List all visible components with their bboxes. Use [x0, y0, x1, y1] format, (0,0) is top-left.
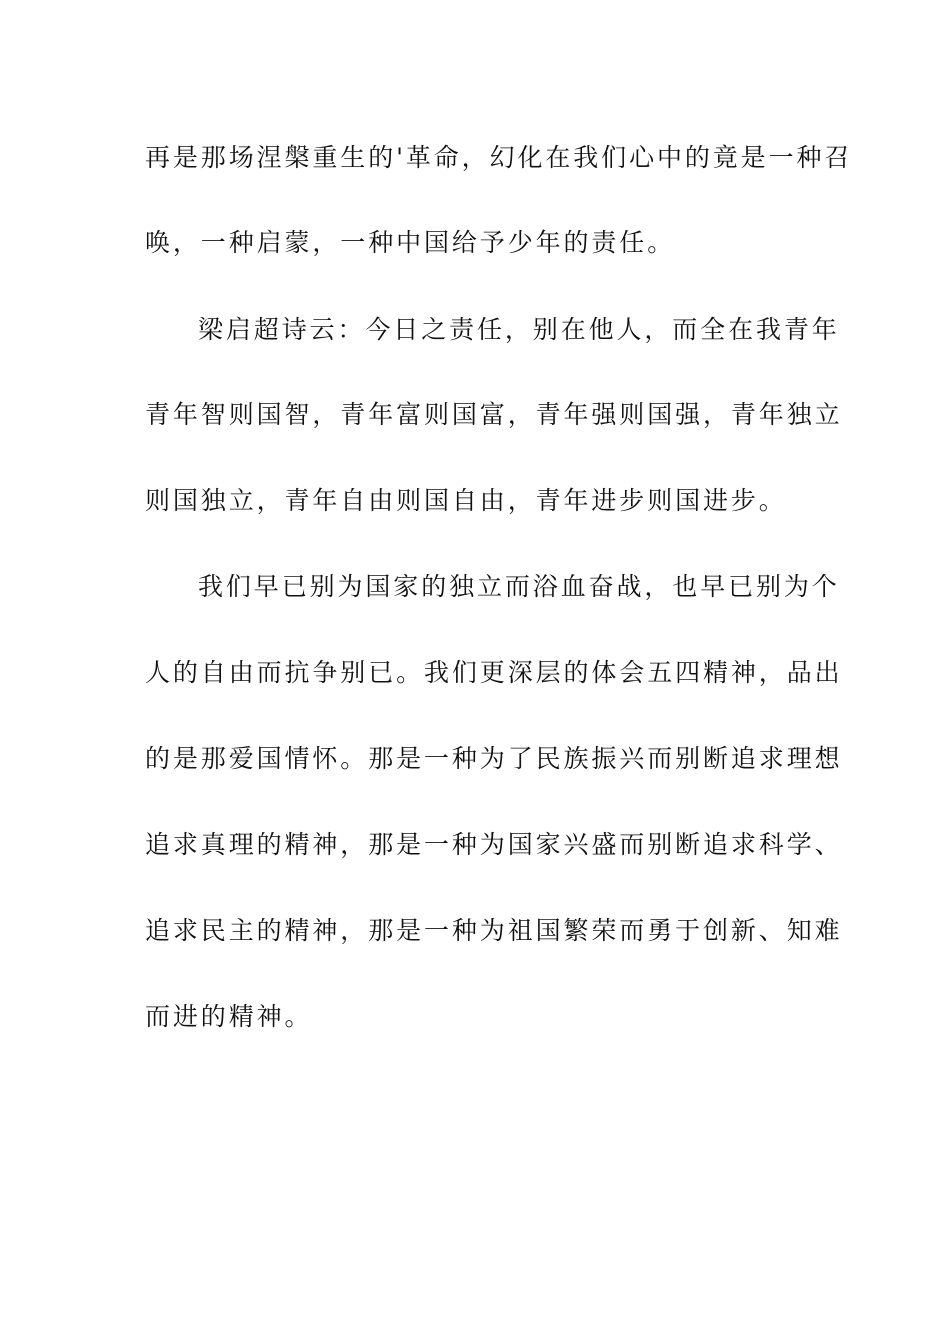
paragraph-line: 唤，一种启蒙，一种中国给予少年的责任。 [145, 228, 676, 257]
paragraph-line: 则国独立，青年自由则国自由，青年进步则国进步。 [145, 486, 787, 515]
paragraph-line: 青年智则国智，青年富则国富，青年强则国强，青年独立 [145, 400, 843, 429]
paragraph-line: 追求民主的精神，那是一种为祖国繁荣而勇于创新、知难 [145, 916, 843, 945]
paragraph-line: 人的自由而抗争别已。我们更深层的体会五四精神，品出 [145, 658, 843, 687]
paragraph-line: 我们早已别为国家的独立而浴血奋战，也早已别为个 [198, 572, 840, 601]
paragraph-line: 梁启超诗云：今日之责任，别在他人，而全在我青年 [198, 315, 840, 344]
paragraph-line: 再是那场涅槃重生的'革命，幻化在我们心中的竟是一种召 [145, 143, 853, 172]
paragraph-line: 的是那爱国情怀。那是一种为了民族振兴而别断追求理想 [145, 744, 843, 773]
paragraph-line: 而进的精神。 [145, 1002, 313, 1031]
paragraph-line: 追求真理的精神，那是一种为国家兴盛而别断追求科学、 [145, 830, 843, 859]
